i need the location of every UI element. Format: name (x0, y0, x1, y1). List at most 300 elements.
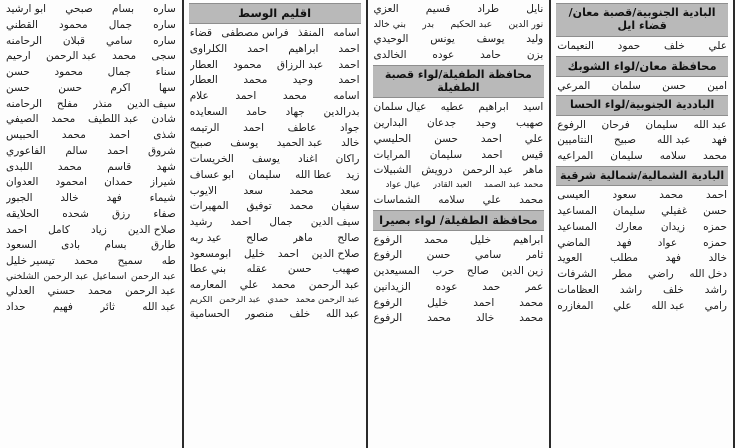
name-part-3: عبد الرحمن (219, 295, 261, 305)
name-part-1: احمد (338, 59, 360, 71)
name-part-1: عبد الله (693, 119, 727, 131)
name-part-4: المغازره (557, 300, 594, 312)
name-part-3: محمد (51, 114, 76, 126)
name-part-1: سها (158, 82, 176, 94)
name-part-2: وحيد (475, 118, 497, 130)
name-part-1: حمزه (703, 221, 727, 233)
table-row (188, 294, 362, 308)
name-part-2: عبد الله (657, 135, 691, 147)
name-part-3: عوده (435, 281, 458, 293)
table-row (372, 48, 546, 64)
name-part-3: شحده (62, 208, 89, 220)
name-part-4: الحليسي (373, 133, 412, 145)
name-part-4: السعود (6, 240, 37, 252)
name-part-4: صبيح (189, 138, 212, 150)
name-part-3: حمود (617, 40, 641, 52)
name-part-2: خلف (289, 309, 311, 321)
name-part-4: الشبيلات (373, 165, 412, 177)
name-part-1: صلاح الدين (311, 248, 360, 260)
name-part-3: يوسف (230, 138, 259, 150)
name-part-3: عطيه (440, 102, 465, 114)
name-part-2: منذر (92, 98, 113, 110)
name-part-1: احمد (338, 75, 360, 87)
name-part-1: صلاح الدين (127, 224, 176, 236)
name-part-2: ماهر (292, 232, 313, 244)
name-part-1: نور الدين (508, 19, 544, 30)
name-part-1: علي (708, 40, 727, 52)
table-row (555, 236, 729, 252)
name-part-1: عبد الله (142, 301, 176, 313)
name-part-2: وحيد (292, 75, 314, 87)
name-part-2: محمد (659, 190, 684, 202)
name-part-4: الشماسات (373, 194, 421, 206)
name-part-1: محمد (519, 297, 544, 309)
name-part-2: احمد (480, 133, 502, 145)
name-part-4: الرحامنه (6, 35, 43, 47)
name-part-1: طه (161, 256, 176, 267)
name-part-4: ابو عساف (189, 169, 235, 181)
name-part-4: المهيرات (189, 201, 229, 213)
name-part-4: الكلراوى (189, 43, 228, 55)
table-row (4, 254, 178, 270)
name-part-4: الصيفي (6, 114, 39, 126)
name-part-4: المرعي (557, 80, 591, 92)
table-row (372, 148, 546, 164)
name-part-3: عقله (246, 264, 268, 276)
table-row (372, 311, 546, 327)
name-part-3: توفيق (246, 201, 272, 213)
name-part-1: سيف الدين (310, 217, 360, 229)
name-part-3: كامل (48, 224, 70, 236)
name-part-1: أسامه (333, 28, 360, 40)
table-row (555, 267, 729, 283)
name-part-4: النتاميين (557, 135, 593, 147)
column-3 (182, 0, 366, 448)
name-part-4: المراعيه (557, 151, 594, 163)
name-part-2: عبد الرزاق (276, 59, 324, 71)
name-rows (188, 26, 362, 323)
name-part-3: فراس مصطفى (221, 28, 289, 40)
name-part-4: العطار (189, 59, 218, 71)
name-rows (555, 79, 729, 95)
name-part-1: بزن (526, 49, 544, 61)
table-row (372, 100, 546, 116)
name-part-1: فهد (711, 135, 727, 147)
name-part-4: الحسامية (189, 309, 230, 321)
name-part-2: محمد (289, 185, 314, 197)
table-row (188, 89, 362, 105)
table-row (188, 231, 362, 247)
table-row (4, 2, 178, 18)
table-row (372, 18, 546, 32)
name-part-3: حامد (246, 106, 267, 118)
name-part-2: جمال (107, 67, 132, 78)
name-part-3: صبيح (613, 135, 636, 147)
name-part-4: الكريم (189, 295, 213, 305)
name-part-2: زيدان (660, 221, 685, 233)
name-part-4: عيد ربه (189, 232, 222, 244)
table-row (372, 163, 546, 179)
name-part-2: عبد الله (651, 300, 685, 312)
name-part-2: سامي (474, 250, 502, 262)
name-part-1: احمد (338, 43, 360, 55)
name-part-4: الخالدى (373, 49, 407, 61)
name-part-2: عواد (657, 237, 678, 249)
name-part-2: بسام (112, 4, 135, 15)
table-row (372, 264, 546, 280)
name-part-4: الخريسات (189, 154, 234, 166)
table-row (555, 299, 729, 315)
name-part-1: صهيب (332, 264, 360, 276)
name-part-2: راضي (648, 269, 674, 281)
name-part-1: اسامه (333, 91, 360, 103)
name-part-1: خالد (341, 138, 360, 150)
name-part-2: سليمان (645, 119, 678, 131)
name-part-4: الوحيدي (373, 34, 409, 46)
table-row (188, 73, 362, 89)
name-part-4: حسن (6, 67, 30, 78)
name-part-2: صالح (466, 266, 489, 278)
name-part-3: قبلان (62, 35, 86, 47)
table-row (4, 97, 178, 113)
name-part-3: سعد (243, 185, 263, 197)
name-part-3: محمود (233, 59, 262, 71)
table-row (188, 58, 362, 74)
name-part-1: حمزه (703, 237, 727, 249)
name-part-2: المنقذ (297, 28, 325, 40)
name-part-4: علام (189, 91, 209, 103)
name-part-4: الجبور (6, 193, 33, 204)
name-part-1: احمد (706, 190, 727, 202)
name-part-1: عبد الله (325, 309, 360, 321)
name-part-2: حمد (482, 281, 501, 293)
name-part-3: حرب (432, 266, 455, 278)
table-row (188, 184, 362, 200)
table-row (555, 133, 729, 149)
name-part-2: محمد (282, 91, 307, 103)
name-part-2: جمال (269, 217, 293, 229)
name-part-2: خالد (475, 313, 495, 325)
table-row (188, 121, 362, 137)
table-row (4, 18, 178, 34)
table-row (555, 149, 729, 165)
table-row (4, 238, 178, 254)
table-row (188, 26, 362, 42)
name-part-3: علي (613, 300, 632, 312)
table-row (188, 278, 362, 294)
name-part-4: الزيدانين (373, 281, 411, 293)
section-header: البادية الجنوبية/قصبة معان/ قضاء ايل (556, 3, 728, 37)
section-header: محافظة معان/لواء الشوبك (556, 56, 728, 77)
name-part-2: العبد القادر (432, 181, 472, 191)
name-part-3: سالم (65, 145, 88, 157)
name-part-3: محمود (59, 19, 88, 31)
name-part-3: سليمان (610, 151, 643, 163)
name-part-4: الحلايقه (6, 208, 40, 220)
name-part-1: سناء (155, 67, 176, 78)
name-part-4: بني خالد (373, 19, 406, 30)
table-row (4, 128, 178, 144)
name-part-4: رشيد (189, 217, 213, 229)
column-4 (0, 0, 182, 448)
name-part-1: قيس (521, 149, 544, 161)
name-part-1: جواد (339, 122, 360, 134)
name-part-2: يوسف (476, 34, 505, 46)
table-row (4, 160, 178, 176)
name-part-3: بدر (422, 19, 435, 30)
section-header: محافظة الطفيلة/لواء قصبة الطفيلة (373, 65, 545, 99)
column-1 (549, 0, 735, 448)
name-part-3: فرحان (601, 119, 630, 131)
table-row (372, 116, 546, 132)
name-part-4: عيال سلمان (373, 102, 427, 114)
name-part-1: سفيان (331, 201, 360, 213)
name-part-2: جمال (108, 19, 133, 31)
name-part-2: فهد (665, 253, 681, 265)
name-part-4: العيسى (557, 190, 590, 202)
name-part-4: العدلي (6, 286, 35, 298)
name-part-1: وليد (526, 34, 544, 46)
table-row (555, 39, 729, 55)
name-part-2: طراد (477, 4, 500, 15)
name-part-1: شيماء (149, 193, 176, 204)
name-rows (372, 2, 546, 64)
name-part-2: ثائر (100, 301, 115, 313)
name-part-2: محمد (112, 51, 137, 63)
name-part-4: الشلخني (6, 271, 40, 282)
name-part-3: خليل (427, 297, 449, 309)
table-row (372, 233, 546, 249)
table-row (188, 152, 362, 168)
name-part-3: صبحي (65, 4, 93, 15)
name-part-3: محمد (61, 130, 86, 141)
name-part-1: رامي (704, 300, 727, 312)
name-part-1: صهيب (516, 118, 544, 130)
table-row (555, 204, 729, 220)
name-part-3: محمد (427, 313, 452, 325)
table-row (4, 49, 178, 65)
name-part-3: احمد (235, 91, 257, 103)
name-part-4: حسن (6, 82, 30, 94)
name-part-2: احمد (481, 149, 503, 161)
name-part-3: حسني (47, 286, 76, 298)
table-row (188, 215, 362, 231)
name-part-2: خليل (469, 234, 492, 246)
table-row (372, 132, 546, 148)
name-part-4: الرحامنه (6, 98, 43, 110)
name-part-3: محمد (74, 256, 99, 267)
name-part-3: سعود (612, 190, 637, 202)
name-part-4: المرايات (373, 149, 411, 161)
table-row (4, 144, 178, 160)
name-part-3: مفلح (56, 98, 79, 110)
name-part-2: سامي (105, 35, 133, 47)
name-part-1: صفاء (153, 208, 176, 220)
name-rows (4, 2, 178, 316)
table-row (4, 207, 178, 223)
name-part-4: العظامات (557, 284, 599, 296)
name-part-4: النعيمات (557, 40, 594, 52)
name-part-2: قاسم (107, 161, 132, 173)
name-part-2: عبد الحميد (276, 138, 323, 150)
name-part-1: شروق (147, 145, 176, 157)
name-part-2: فهد (106, 193, 122, 204)
table-row (4, 81, 178, 97)
name-rows (555, 188, 729, 314)
name-part-4: الفاعوري (6, 145, 46, 157)
name-part-4: بني عطا (189, 264, 227, 276)
name-part-3: فهيم (52, 301, 73, 313)
name-rows (555, 118, 729, 165)
name-part-4: ابو ارشيد (6, 4, 47, 15)
name-part-2: سميح (117, 256, 143, 267)
name-part-1: حسن (703, 206, 727, 218)
name-part-2: اسماعيل (92, 271, 127, 282)
name-part-4: الرفوع (373, 297, 403, 309)
name-part-1: سعد (340, 185, 360, 197)
name-part-3: عبد الرحمن (46, 51, 97, 63)
table-row (4, 191, 178, 207)
name-part-1: زيد (345, 169, 360, 181)
name-part-2: علي (482, 194, 502, 206)
table-row (555, 118, 729, 134)
name-part-3: محمد (243, 75, 268, 87)
name-part-1: خالد (708, 253, 727, 265)
name-part-3: مطلب (609, 253, 638, 265)
name-part-3: بادى (61, 240, 81, 252)
name-part-4: العويد (557, 253, 583, 265)
name-part-1: صالح (337, 232, 360, 244)
table-row (188, 307, 362, 323)
name-part-2: ابراهيم (478, 102, 509, 114)
table-row (555, 188, 729, 204)
name-part-1: بدرالدين (323, 106, 360, 118)
name-part-3: فهد (616, 237, 632, 249)
name-part-4: المساعيد (557, 221, 597, 233)
table-row (4, 300, 178, 316)
table-row (4, 270, 178, 284)
name-part-3: محمد (57, 161, 82, 173)
table-row (372, 193, 546, 209)
name-part-2: احمد (107, 145, 129, 157)
name-part-4: الرتيمه (189, 122, 220, 134)
name-part-3: قسيم (425, 4, 451, 15)
table-row (188, 247, 362, 263)
name-part-4: المساعيد (557, 206, 597, 218)
name-part-3: امحمود (55, 177, 88, 189)
table-row (372, 2, 546, 18)
name-part-2: غفيلي (661, 206, 688, 218)
name-part-2: احمد (109, 130, 131, 141)
name-part-2: محمد (289, 201, 314, 213)
name-part-3: سليمان (429, 149, 463, 161)
name-part-1: ساره (153, 35, 176, 47)
name-part-4: الماضي (557, 237, 591, 249)
name-part-4: القطني (6, 19, 38, 31)
name-part-2: ابراهيم (288, 43, 319, 55)
name-part-3: صالح (246, 232, 269, 244)
name-part-3: علي (239, 280, 259, 292)
name-part-3: حسن (426, 250, 451, 262)
name-part-3: احمد (243, 122, 265, 134)
name-part-1: سيف الدين (127, 98, 176, 110)
name-part-3: سليمان (248, 169, 281, 181)
name-part-4: ابومسعود (189, 248, 232, 260)
name-part-2: حسن (287, 264, 312, 276)
name-part-4: البدارين (373, 118, 408, 130)
table-row (188, 136, 362, 152)
name-part-2: عبد اللطيف (88, 114, 139, 126)
name-part-4: الشرفات (557, 269, 597, 281)
name-part-1: عمر (525, 281, 544, 293)
name-part-1: ماهر (523, 165, 544, 177)
name-part-4: تيسير خليل (6, 256, 55, 267)
table-row (372, 280, 546, 296)
name-part-3: خليل (243, 248, 266, 260)
name-part-3: عوده (432, 49, 455, 61)
name-part-4: المسيعدين (373, 266, 420, 278)
name-part-4: العزي (373, 4, 399, 15)
table-row (372, 248, 546, 264)
name-part-3: معارك (615, 221, 643, 233)
name-part-2: اغناد (298, 154, 318, 166)
name-part-3: سلامه (438, 194, 465, 206)
name-rows (372, 100, 546, 208)
table-row (188, 105, 362, 121)
column-2 (366, 0, 550, 448)
name-part-1: شهد (156, 161, 176, 173)
table-row (4, 34, 178, 50)
name-part-3: سليمان (612, 206, 646, 218)
section-header: اقليم الوسط (189, 3, 361, 24)
name-part-1: زين الدين (501, 266, 544, 278)
name-part-1: علي (524, 133, 544, 145)
table-row (188, 168, 362, 184)
name-part-4: الرفوع (373, 250, 403, 262)
name-part-2: خلف (663, 40, 685, 52)
table-row (372, 32, 546, 48)
name-part-2: رزق (111, 208, 131, 220)
name-part-1: امين (707, 80, 727, 92)
name-part-3: جدعان (427, 118, 457, 130)
name-part-3: سلمان (611, 80, 641, 92)
name-part-1: محمد عبد الصمد (483, 181, 544, 191)
name-part-3: عبد الرحمن (43, 271, 89, 282)
name-part-1: ساره (153, 19, 176, 31)
name-part-1: شيراز (150, 177, 176, 189)
name-part-2: عبد الرحمن (462, 165, 514, 177)
name-part-2: عاطف (287, 122, 317, 134)
name-part-3: احمد (230, 217, 252, 229)
name-part-3: حسن (58, 82, 83, 94)
table-row (188, 262, 362, 278)
table-row (555, 251, 729, 267)
name-part-1: ثامر (525, 250, 544, 262)
name-part-1: محمد (519, 194, 544, 206)
name-rows (555, 39, 729, 55)
name-part-2: احمد (277, 248, 299, 260)
name-part-2: محمد (271, 280, 296, 292)
table-row (555, 283, 729, 299)
name-part-1: ابراهيم (513, 234, 544, 246)
name-part-2: سلامه (659, 151, 687, 163)
name-part-3: عيال عواد (385, 181, 421, 191)
name-part-1: راشد (704, 284, 727, 296)
table-row (4, 223, 178, 239)
name-part-1: عبد الرحمن (130, 271, 176, 282)
name-part-3: منصور (245, 309, 274, 321)
name-part-4: المعارمه (189, 280, 227, 292)
